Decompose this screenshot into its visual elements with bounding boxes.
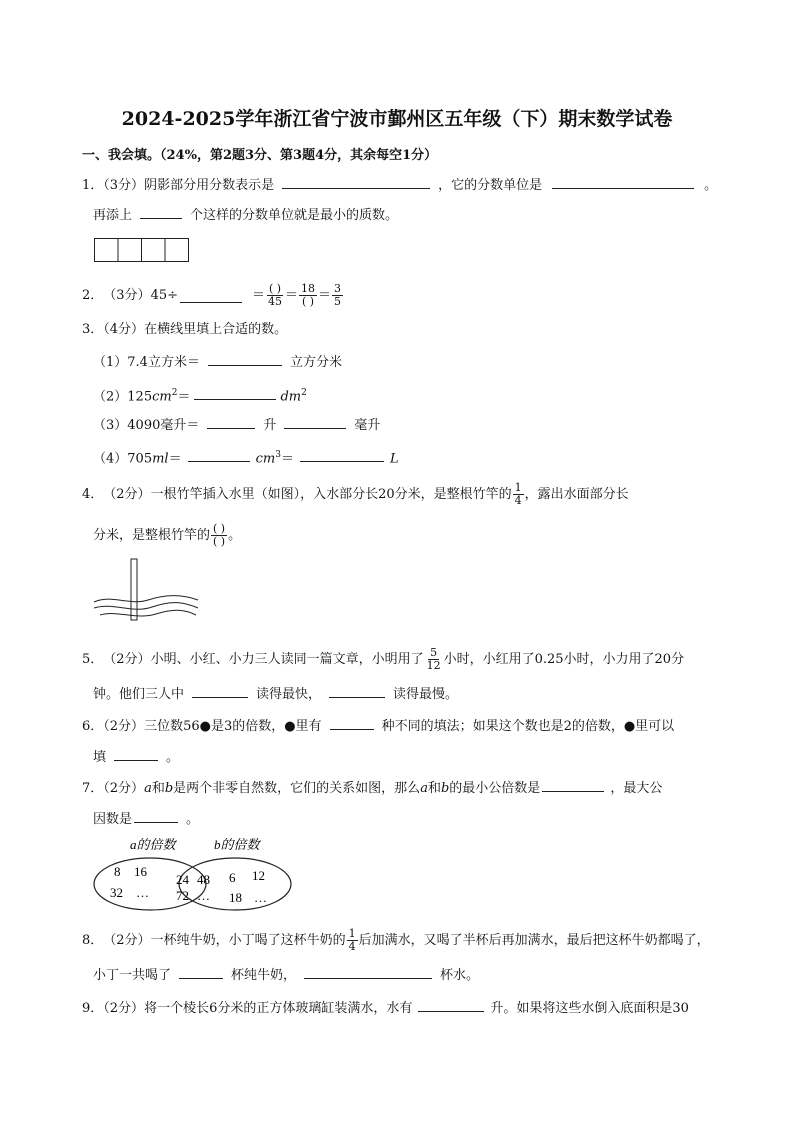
part-text: （2）125 [93,389,153,405]
question-3-part-1 [93,351,342,373]
venn-value: 16 [134,864,147,879]
answer-blank[interactable] [188,447,250,462]
part-text: （3）4090毫升＝ [93,418,200,433]
fraction: $\frac{( )}{45}$ [268,282,283,308]
question-text: 和 [427,781,441,796]
equals-sign: ＝ [252,287,266,303]
venn-value: 12 [252,868,265,883]
question-text: 分米，是整根竹竿的 [93,527,211,543]
variable: b [440,781,450,796]
venn-label-a: a的倍数 [130,837,176,852]
answer-blank[interactable] [329,683,385,698]
question-text: 因数是 [93,812,133,827]
question-text: 在横线里填上合适的数。 [144,322,288,337]
question-number: 8． [82,932,104,948]
question-score: （2分） [103,932,151,948]
question-text: 后加满水，又喝了半杯后再加满水，最后把这杯牛奶都喝了， [358,932,710,948]
venn-value: 72 [176,888,189,903]
exponent: 2 [171,388,178,398]
question-text: 一杯纯牛奶，小丁喝了这杯牛奶的 [150,932,346,948]
question-text: 将一个棱长6分米的正方体玻璃缸装满水，水有 [144,1001,413,1016]
question-number: 2． [82,287,104,303]
question-number: 1． [82,178,104,193]
question-score: （3分） [103,287,151,303]
question-text: 45÷ [150,287,178,303]
question-text: 升。如果将这些水倒入底面积是30 [490,1001,689,1016]
unit: ml [152,451,169,467]
answer-blank[interactable] [179,964,223,979]
question-3-part-2 [93,383,307,407]
exponent: 3 [275,450,281,460]
exponent: 2 [301,388,307,398]
part-text: （4）705 [93,451,153,467]
question-text: 再添上 [93,208,133,223]
unit: cm [255,451,276,467]
question-number: 7． [82,781,104,796]
equals-sign: ＝ [168,451,182,467]
answer-blank[interactable] [207,414,255,429]
question-text: 读得最慢。 [393,687,459,702]
equals-sign: ＝ [177,389,191,405]
part-text: （1）7.4立方米＝ [93,355,200,370]
question-text: 三位数56●是3的倍数，●里有 [144,719,322,734]
question-text: 是两个非零自然数，它们的关系如图，那么 [173,781,421,796]
answer-blank[interactable] [300,447,384,462]
question-3-part-4 [93,445,399,469]
fraction: $\frac{( )}{( )}$ [213,522,226,548]
answer-blank[interactable] [304,964,432,979]
question-score: （2分） [103,719,145,734]
question-4-line-1 [82,482,629,507]
venn-value: 48 [197,872,210,887]
question-text: 杯水。 [440,968,480,983]
variable: a [420,781,428,796]
question-text: 钟。他们三人中 [93,687,185,702]
question-text: 杯纯牛奶， [231,968,297,983]
question-text: 种不同的填法；如果这个数也是2的倍数，●里可以 [381,719,675,734]
answer-blank[interactable] [134,808,178,823]
question-text: 。 [228,527,242,543]
question-score: （2分） [103,651,151,667]
question-number: 3． [82,322,104,337]
venn-value: 8 [114,864,121,879]
part-text: 升 [263,418,277,433]
question-text: 读得最快， [256,687,322,702]
unit: L [389,451,399,467]
answer-blank[interactable] [330,715,374,730]
equals-sign: ＝ [280,451,294,467]
part-text: 毫升 [354,418,381,433]
equals-sign: ＝ [318,287,332,303]
unit: dm [280,389,302,405]
question-7-line-1 [82,777,662,799]
variable: b [164,781,174,796]
question-score: （4分） [103,322,145,337]
question-score: （2分） [103,1001,145,1016]
question-number: 9． [82,1001,104,1016]
question-score: （2分） [103,486,151,502]
answer-blank[interactable] [542,777,604,792]
answer-blank[interactable] [284,414,346,429]
question-6-line-2 [93,746,179,768]
question-number: 4． [82,486,104,502]
question-3-part-3 [93,414,380,436]
answer-blank[interactable] [192,683,248,698]
question-score: （2分） [103,781,145,796]
question-5-line-2 [93,683,458,705]
fraction: $\frac{1}{4}$ [514,481,522,507]
question-1-line-1 [82,174,717,196]
venn-value: 18 [229,890,242,905]
fraction: $\frac{1}{4}$ [348,927,356,953]
answer-blank[interactable] [194,385,276,400]
question-text: 小丁一共喝了 [93,968,172,983]
equals-sign: ＝ [285,287,299,303]
question-text: 小时，小红用了0.25小时，小力用了20分 [443,651,685,667]
question-text: 。 [186,812,200,827]
venn-value: … [197,888,210,903]
variable: a [144,781,152,796]
venn-diagram [92,834,297,912]
question-2 [82,283,344,308]
answer-blank[interactable] [282,174,430,189]
question-8-line-1 [82,928,710,953]
page-title: 2024-2025学年浙江省宁波市鄞州区五年级（下）期末数学试卷 [121,108,673,130]
question-text: ，它的分数单位是 [438,178,543,193]
question-number: 5． [82,651,104,667]
unit: cm [152,389,172,405]
question-number: 6． [82,719,104,734]
answer-blank[interactable] [140,204,182,219]
answer-blank[interactable] [114,746,158,761]
venn-label-b: b的倍数 [214,837,260,852]
question-text: 。 [704,178,718,193]
answer-blank[interactable] [208,351,282,366]
venn-value: 32 [110,885,123,900]
answer-blank[interactable] [552,174,694,189]
question-text: 填 [93,750,107,765]
venn-circle-a [94,858,206,910]
question-score: （3分） [103,178,145,193]
question-text: 个这样的分数单位就是最小的质数。 [190,208,399,223]
question-text: 。 [166,750,180,765]
question-text: 和 [151,781,165,796]
question-text: 的最小公倍数是 [449,781,541,796]
question-text: ，露出水面部分长 [524,486,629,502]
shaded-fraction-figure [94,238,190,263]
question-9-line-1 [82,997,689,1019]
fraction: $\frac{18}{( )}$ [301,282,316,308]
venn-value: … [254,890,267,905]
question-6-line-1 [82,715,674,737]
fraction: $\frac{5}{12}$ [426,646,441,672]
question-text: 阴影部分用分数表示是 [144,178,275,193]
fraction: $\frac{3}{5}$ [334,282,342,308]
question-text: 一根竹竿插入水里（如图），入水部分长20分米，是整根竹竿的 [150,486,512,502]
answer-blank[interactable] [418,997,484,1012]
question-8-line-2 [93,964,479,986]
question-7-line-2 [93,808,199,830]
venn-value: … [136,885,149,900]
question-3 [82,320,287,340]
section-heading: 一、我会填。（24%，第2题3分、第3题4分，其余每空1分） [82,148,438,163]
question-4-line-2 [93,523,241,548]
venn-value: 24 [176,872,189,887]
question-5-line-1 [82,647,684,672]
venn-value: 6 [229,870,236,885]
question-text: ，最大公 [610,781,663,796]
part-text: 立方分米 [289,355,342,370]
answer-blank[interactable] [180,288,242,303]
bamboo-pole-figure [92,558,202,624]
question-text: 小明、小红、小力三人读同一篇文章，小明用了 [150,651,424,667]
question-1-line-2 [93,204,398,226]
